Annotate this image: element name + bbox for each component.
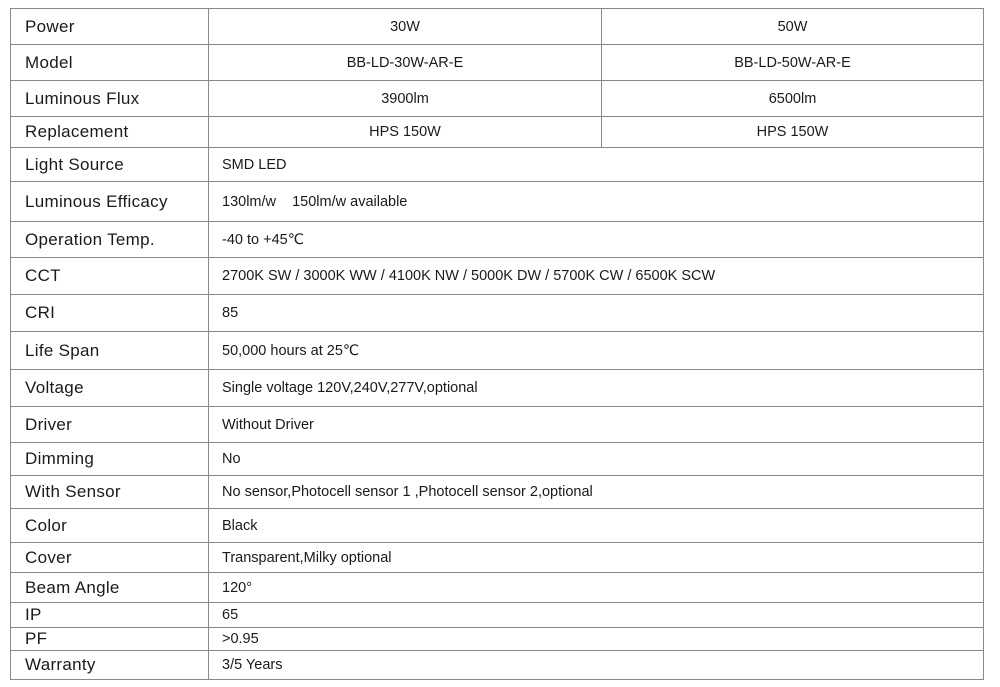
table-row <box>11 332 984 370</box>
row-value: 50,000 hours at 25℃ <box>209 332 984 370</box>
table-row <box>11 543 984 573</box>
row-label: Life Span <box>11 332 209 370</box>
row-value: Transparent,Milky optional <box>209 543 984 573</box>
row-value: No <box>209 443 984 476</box>
table-row <box>11 407 984 443</box>
row-label: PF <box>11 628 209 651</box>
row-value: 130lm/w 150lm/w available <box>209 182 984 222</box>
table-row <box>11 476 984 509</box>
row-label: Color <box>11 509 209 543</box>
row-label: With Sensor <box>11 476 209 509</box>
row-value: 120° <box>209 573 984 603</box>
table-row <box>11 628 984 651</box>
row-label: Model <box>11 45 209 81</box>
row-label: Voltage <box>11 370 209 407</box>
table-row <box>11 81 984 117</box>
row-label: Luminous Flux <box>11 81 209 117</box>
row-label: IP <box>11 603 209 628</box>
row-label: Power <box>11 9 209 45</box>
row-value: SMD LED <box>209 148 984 182</box>
table-row <box>11 603 984 628</box>
cell-50w: BB-LD-50W-AR-E <box>602 45 984 81</box>
row-label: Warranty <box>11 651 209 680</box>
table-row <box>11 370 984 407</box>
cell-50w: HPS 150W <box>602 117 984 148</box>
table-row <box>11 9 984 45</box>
row-value: No sensor,Photocell sensor 1 ,Photocell sensor 2,optional <box>209 476 984 509</box>
table-row <box>11 258 984 295</box>
cell-30w: 30W <box>209 9 602 45</box>
row-label: CRI <box>11 295 209 332</box>
row-value: -40 to +45℃ <box>209 222 984 258</box>
row-label: Dimming <box>11 443 209 476</box>
table-row <box>11 573 984 603</box>
cell-50w: 6500lm <box>602 81 984 117</box>
row-label: Beam Angle <box>11 573 209 603</box>
row-label: Cover <box>11 543 209 573</box>
row-value: 85 <box>209 295 984 332</box>
table-row <box>11 148 984 182</box>
row-value: 65 <box>209 603 984 628</box>
table-row <box>11 182 984 222</box>
row-value: >0.95 <box>209 628 984 651</box>
cell-30w: 3900lm <box>209 81 602 117</box>
row-label: Luminous Efficacy <box>11 182 209 222</box>
spec-table <box>10 8 984 680</box>
cell-50w: 50W <box>602 9 984 45</box>
table-row <box>11 509 984 543</box>
table-row <box>11 651 984 680</box>
row-label: Replacement <box>11 117 209 148</box>
row-value: Single voltage 120V,240V,277V,optional <box>209 370 984 407</box>
row-label: Operation Temp. <box>11 222 209 258</box>
row-value: Black <box>209 509 984 543</box>
table-row <box>11 45 984 81</box>
row-value: Without Driver <box>209 407 984 443</box>
row-value: 3/5 Years <box>209 651 984 680</box>
row-label: Driver <box>11 407 209 443</box>
cell-30w: HPS 150W <box>209 117 602 148</box>
table-row <box>11 443 984 476</box>
table-row <box>11 117 984 148</box>
row-label: CCT <box>11 258 209 295</box>
cell-30w: BB-LD-30W-AR-E <box>209 45 602 81</box>
row-label: Light Source <box>11 148 209 182</box>
row-value: 2700K SW / 3000K WW / 4100K NW / 5000K DW / 5700K CW / 6500K SCW <box>209 258 984 295</box>
table-row <box>11 295 984 332</box>
table-row <box>11 222 984 258</box>
